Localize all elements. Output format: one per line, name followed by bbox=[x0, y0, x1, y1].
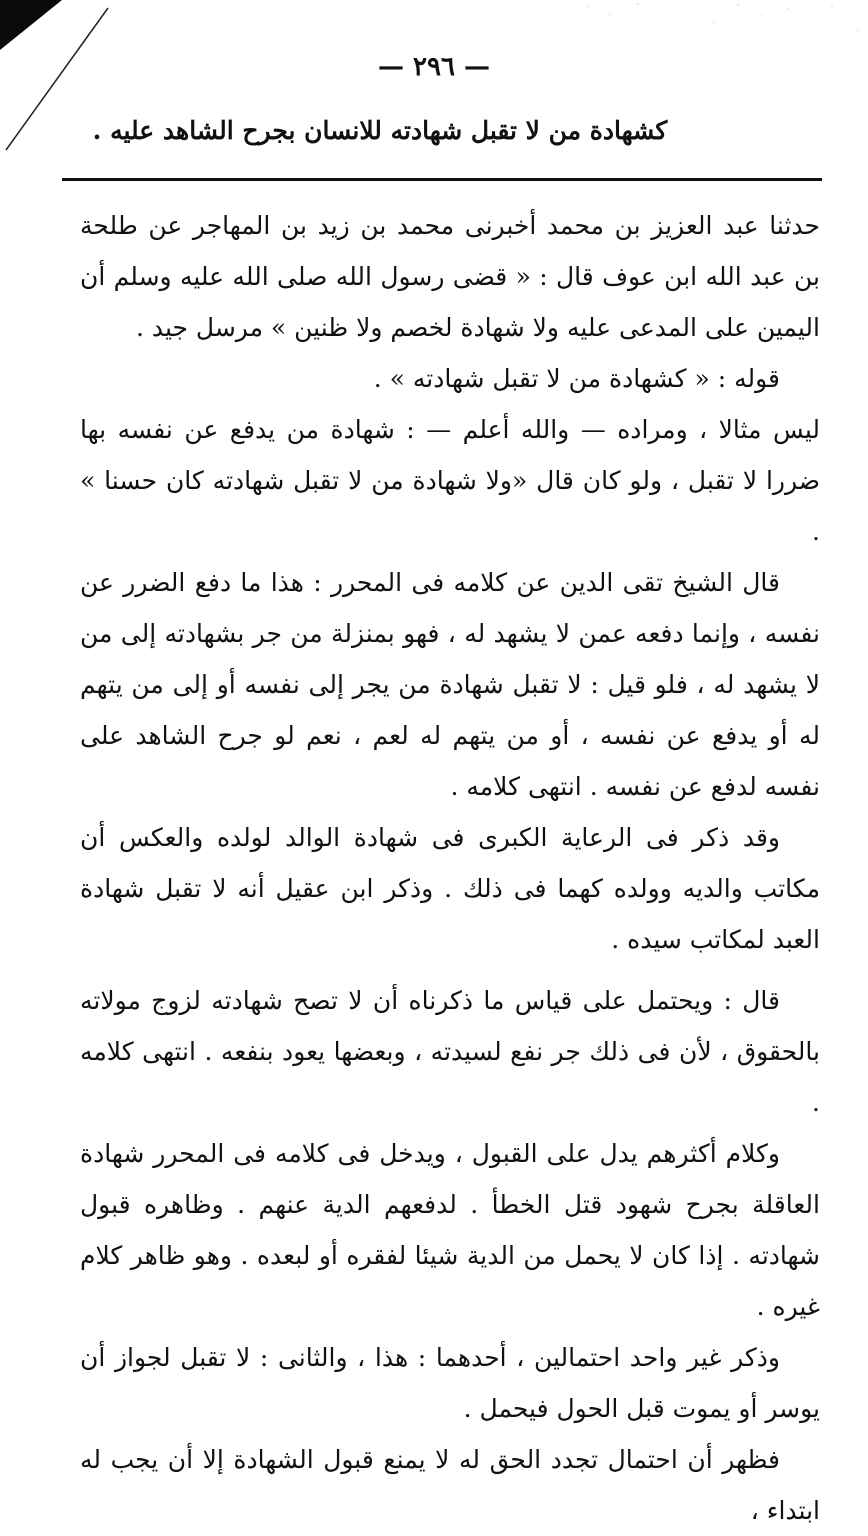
paragraph-commentary: ليس مثالا ، ومراده — والله أعلم — : شهادة من يدفع عن نفسه بها ضررا لا تقبل ، ولو كان قال «ولا شهادة من لا تقبل شهادته كان حسنا » . bbox=[80, 415, 820, 546]
scan-noise bbox=[548, 0, 868, 40]
paragraph-conclusion: فظهر أن احتمال تجدد الحق له لا يمنع قبول الشهادة إلا أن يجب له ابتداء ، bbox=[80, 1445, 820, 1525]
paragraph-qiyas: قال : ويحتمل على قياس ما ذكرناه أن لا تصح شهادته لزوج مولاته بالحقوق ، لأن فى ذلك جر نفع لسيدته ، وبعضها يعود بنفعه . انتهى كلامه . bbox=[80, 986, 820, 1117]
paragraph-acceptance: وكلام أكثرهم يدل على القبول ، ويدخل فى كلامه فى المحرر شهادة العاقلة بجرح شهود قتل الخطأ . لدفعهم الدية عنهم . وظاهره قبول شهادته . إذا كان لا يحمل من الدية شيئا لفقره أو لبعده . وهو ظاهر كلام غيره . bbox=[80, 1139, 820, 1321]
page-number: — ٢٩٦ — bbox=[377, 52, 491, 82]
body-text bbox=[80, 200, 820, 1536]
paragraph-quote: قوله : « كشهادة من لا تقبل شهادته » . bbox=[373, 364, 780, 393]
paragraph-riaya: وقد ذكر فى الرعاية الكبرى فى شهادة الوالد لولده والعكس أن مكاتب والديه وولده كهما فى ذلك . وذكر ابن عقيل أنه لا تقبل شهادة العبد لمكاتب سيده . bbox=[80, 823, 820, 954]
paragraph-sheikh: قال الشيخ تقى الدين عن كلامه فى المحرر : هذا ما دفع الضرر عن نفسه ، وإنما دفعه عمن لا يشهد له ، فهو بمنزلة من جر بشهادته إلى من لا يشهد له ، فلو قيل : لا تقبل شهادة من يجر إلى نفسه أو إلى من يتهم له أو يدفع عن نفسه ، أو من يتهم له لعم ، نعم لو جرح الشاهد على نفسه لدفع عن نفسه . انتهى كلامه . bbox=[80, 568, 820, 801]
paragraph-hadith: حدثنا عبد العزيز بن محمد أخبرنى محمد بن زيد بن المهاجر عن طلحة بن عبد الله ابن عوف قال : « قضى رسول الله صلى الله عليه وسلم أن اليمين على المدعى عليه ولا شهادة لخصم ولا ظنين » مرسل جيد . bbox=[80, 211, 820, 342]
header-divider bbox=[62, 178, 822, 181]
running-header-title: كشهادة من لا تقبل شهادته للانسان بجرح الشاهد عليه . bbox=[92, 116, 668, 145]
paragraph-two-options: وذكر غير واحد احتمالين ، أحدهما : هذا ، والثانى : لا تقبل لجواز أن يوسر أو يموت قبل الحول فيحمل . bbox=[80, 1343, 820, 1423]
